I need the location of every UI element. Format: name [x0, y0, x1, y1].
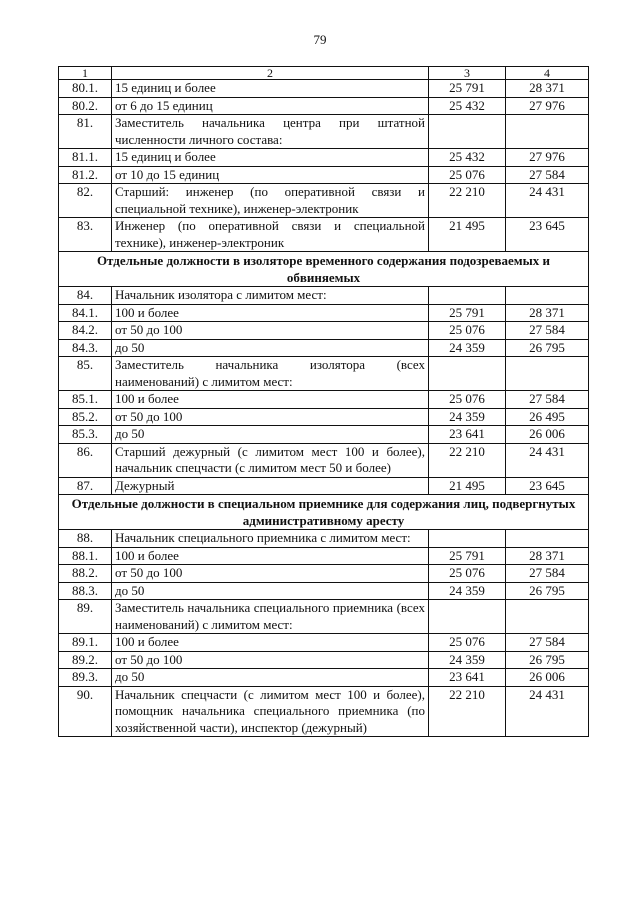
salary-col-3: 21 495 — [429, 477, 506, 495]
position-name: от 50 до 100 — [112, 322, 429, 340]
position-number: 81.1. — [59, 149, 112, 167]
position-name: 15 единиц и более — [112, 149, 429, 167]
table-row — [59, 408, 589, 426]
table-row — [59, 565, 589, 583]
salary-col-4: 27 584 — [506, 322, 589, 340]
position-name: 100 и более — [112, 634, 429, 652]
salary-col-3: 22 210 — [429, 443, 506, 477]
position-number: 85.2. — [59, 408, 112, 426]
table-row — [59, 426, 589, 444]
position-name: от 6 до 15 единиц — [112, 97, 429, 115]
position-name: Инженер (по оперативной связи и специальной технике), инженер-электроник — [112, 218, 429, 252]
section-title: Отдельные должности в специальном приемнике для содержания лиц, подвергнутых административному аресту — [59, 495, 589, 530]
table-row — [59, 287, 589, 305]
table-row — [59, 80, 589, 98]
salary-col-4: 28 371 — [506, 547, 589, 565]
table-row — [59, 97, 589, 115]
salary-col-4: 26 795 — [506, 582, 589, 600]
salary-col-3: 25 791 — [429, 547, 506, 565]
position-number: 88.2. — [59, 565, 112, 583]
position-name: 100 и более — [112, 304, 429, 322]
position-name: 100 и более — [112, 391, 429, 409]
table-row — [59, 339, 589, 357]
salary-col-4: 24 431 — [506, 686, 589, 737]
position-name: 100 и более — [112, 547, 429, 565]
salary-col-3: 25 432 — [429, 97, 506, 115]
salary-col-3: 25 076 — [429, 391, 506, 409]
salary-col-4: 23 645 — [506, 477, 589, 495]
position-number: 81. — [59, 115, 112, 149]
salary-col-4: 26 006 — [506, 426, 589, 444]
position-number: 84. — [59, 287, 112, 305]
salary-col-4: 24 431 — [506, 443, 589, 477]
position-name: Начальник спецчасти (с лимитом мест 100 и более), помощник начальника специального приемника (по хозяйственной части), инспектор (дежурный) — [112, 686, 429, 737]
salary-col-3 — [429, 287, 506, 305]
table-body — [59, 67, 589, 737]
table-row — [59, 357, 589, 391]
salary-col-3: 25 076 — [429, 634, 506, 652]
table-row — [59, 669, 589, 687]
position-name: от 50 до 100 — [112, 651, 429, 669]
salary-col-3 — [429, 600, 506, 634]
salary-col-4: 26 795 — [506, 339, 589, 357]
position-name: Заместитель начальника специального приемника (всех наименований) с лимитом мест: — [112, 600, 429, 634]
salary-col-3: 23 641 — [429, 426, 506, 444]
position-number: 85.3. — [59, 426, 112, 444]
position-name: Заместитель начальника изолятора (всех наименований) с лимитом мест: — [112, 357, 429, 391]
salary-col-4: 23 645 — [506, 218, 589, 252]
position-name: Начальник изолятора с лимитом мест: — [112, 287, 429, 305]
section-heading-row — [59, 252, 589, 287]
position-name: до 50 — [112, 426, 429, 444]
position-name: Старший дежурный (с лимитом мест 100 и более), начальник спецчасти (с лимитом мест 50 и более) — [112, 443, 429, 477]
salary-col-3: 25 076 — [429, 166, 506, 184]
position-number: 89.2. — [59, 651, 112, 669]
salary-col-4: 26 495 — [506, 408, 589, 426]
salary-col-4: 26 006 — [506, 669, 589, 687]
table-row — [59, 218, 589, 252]
section-title: Отдельные должности в изоляторе временного содержания подозреваемых и обвиняемых — [59, 252, 589, 287]
table-row — [59, 184, 589, 218]
header-col-3: 3 — [429, 67, 506, 80]
table-row — [59, 149, 589, 167]
table-row — [59, 530, 589, 548]
salary-col-3: 25 076 — [429, 565, 506, 583]
position-number: 84.3. — [59, 339, 112, 357]
salary-col-4 — [506, 115, 589, 149]
position-number: 84.2. — [59, 322, 112, 340]
table-row — [59, 443, 589, 477]
salary-col-4 — [506, 530, 589, 548]
position-number: 82. — [59, 184, 112, 218]
position-name: от 50 до 100 — [112, 408, 429, 426]
salary-col-3: 24 359 — [429, 582, 506, 600]
salary-col-4 — [506, 600, 589, 634]
salary-col-4: 27 584 — [506, 166, 589, 184]
salary-col-4: 28 371 — [506, 304, 589, 322]
position-number: 88.1. — [59, 547, 112, 565]
position-number: 90. — [59, 686, 112, 737]
position-number: 87. — [59, 477, 112, 495]
table-header-row — [59, 67, 589, 80]
salary-col-4: 27 976 — [506, 149, 589, 167]
position-number: 80.1. — [59, 80, 112, 98]
salary-col-4: 27 584 — [506, 391, 589, 409]
header-col-4: 4 — [506, 67, 589, 80]
salary-col-4: 27 584 — [506, 565, 589, 583]
page-number: 79 — [313, 32, 327, 47]
table-row — [59, 547, 589, 565]
position-name: Старший: инженер (по оперативной связи и специальной технике), инженер-электроник — [112, 184, 429, 218]
position-number: 89. — [59, 600, 112, 634]
table-row — [59, 634, 589, 652]
position-name: 15 единиц и более — [112, 80, 429, 98]
position-number: 88.3. — [59, 582, 112, 600]
salary-col-4: 27 976 — [506, 97, 589, 115]
salary-col-3: 21 495 — [429, 218, 506, 252]
table-row — [59, 322, 589, 340]
salary-col-3: 24 359 — [429, 651, 506, 669]
salary-col-3: 25 432 — [429, 149, 506, 167]
table-row — [59, 600, 589, 634]
table-row — [59, 651, 589, 669]
position-number: 86. — [59, 443, 112, 477]
position-number: 85.1. — [59, 391, 112, 409]
salary-col-3: 25 791 — [429, 304, 506, 322]
salary-col-4: 28 371 — [506, 80, 589, 98]
salary-col-4: 26 795 — [506, 651, 589, 669]
position-name: до 50 — [112, 582, 429, 600]
salary-col-4: 27 584 — [506, 634, 589, 652]
table-row — [59, 391, 589, 409]
position-name: от 10 до 15 единиц — [112, 166, 429, 184]
position-name: от 50 до 100 — [112, 565, 429, 583]
salary-col-3: 24 359 — [429, 339, 506, 357]
salary-col-3: 22 210 — [429, 686, 506, 737]
salary-col-4: 24 431 — [506, 184, 589, 218]
salary-col-3: 22 210 — [429, 184, 506, 218]
table-row — [59, 115, 589, 149]
salary-col-3 — [429, 530, 506, 548]
position-number: 80.2. — [59, 97, 112, 115]
table-row — [59, 304, 589, 322]
position-number: 89.1. — [59, 634, 112, 652]
salary-col-4 — [506, 357, 589, 391]
salary-col-3: 23 641 — [429, 669, 506, 687]
table-row — [59, 582, 589, 600]
table-row — [59, 477, 589, 495]
salary-col-3 — [429, 115, 506, 149]
salary-col-3: 25 791 — [429, 80, 506, 98]
position-number: 85. — [59, 357, 112, 391]
position-number: 88. — [59, 530, 112, 548]
position-number: 84.1. — [59, 304, 112, 322]
header-col-1: 1 — [59, 67, 112, 80]
salary-table — [58, 66, 589, 737]
position-name: Начальник специального приемника с лимитом мест: — [112, 530, 429, 548]
table-row — [59, 166, 589, 184]
position-name: до 50 — [112, 669, 429, 687]
position-number: 83. — [59, 218, 112, 252]
position-number: 81.2. — [59, 166, 112, 184]
position-name: Заместитель начальника центра при штатной численности личного состава: — [112, 115, 429, 149]
position-number: 89.3. — [59, 669, 112, 687]
table-row — [59, 686, 589, 737]
position-name: Дежурный — [112, 477, 429, 495]
section-heading-row — [59, 495, 589, 530]
salary-col-3 — [429, 357, 506, 391]
position-name: до 50 — [112, 339, 429, 357]
salary-col-3: 25 076 — [429, 322, 506, 340]
salary-col-3: 24 359 — [429, 408, 506, 426]
salary-col-4 — [506, 287, 589, 305]
header-col-2: 2 — [112, 67, 429, 80]
